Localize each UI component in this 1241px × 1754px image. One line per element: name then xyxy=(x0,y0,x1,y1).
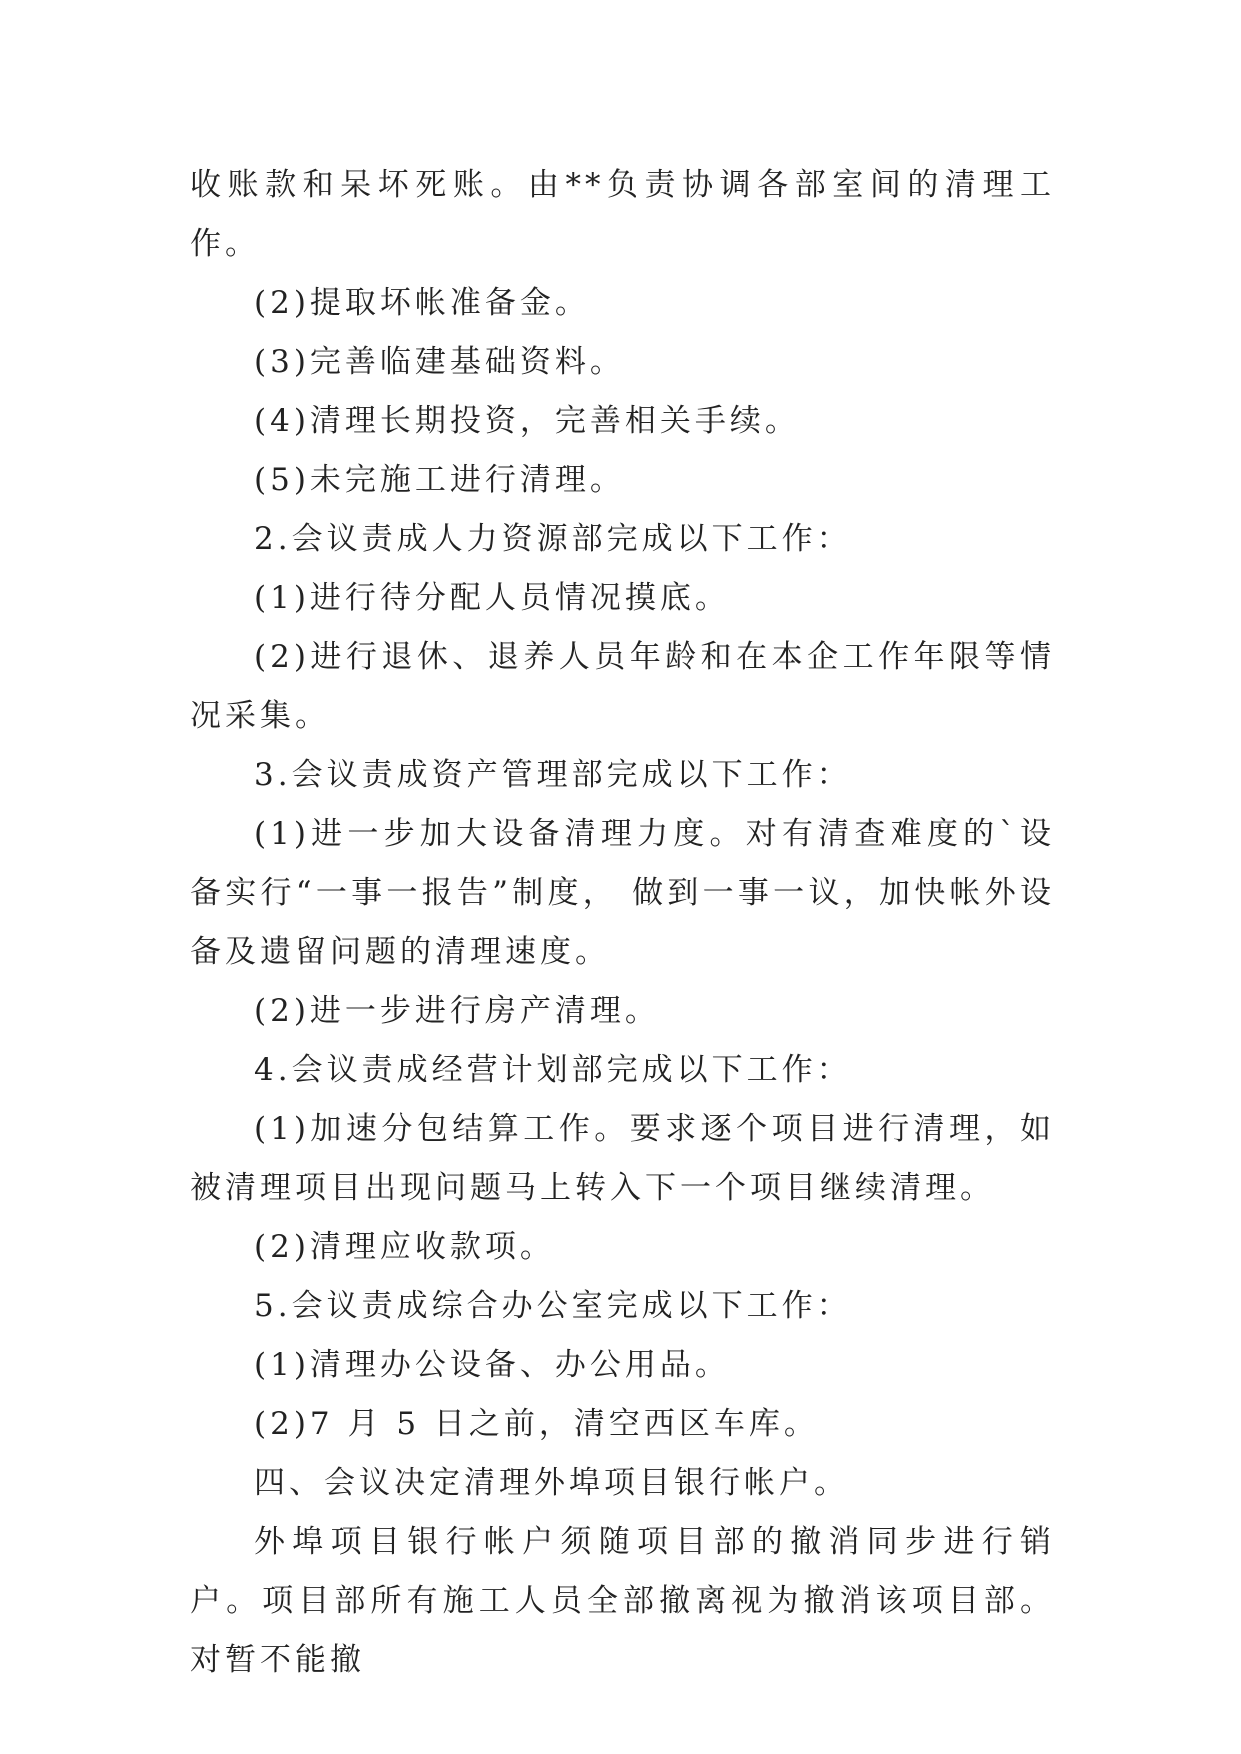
paragraph-14: (2)清理应收款项。 xyxy=(254,1229,555,1265)
paragraph-9: 3.会议责成资产管理部完成以下工作： xyxy=(254,757,852,793)
paragraph-7: (1)进行待分配人员情况摸底。 xyxy=(254,580,730,616)
paragraph-1: 收账款和呆坏死账。由**负责协调各部室间的清理工作。 xyxy=(190,167,1055,262)
paragraph-4: (4)清理长期投资，完善相关手续。 xyxy=(254,403,800,439)
paragraph-19: 外埠项目银行帐户须随项目部的撤消同步进行销户。项目部所有施工人员全部撤离视为撤消该项目部。对暂不能撤 xyxy=(190,1524,1055,1678)
paragraph-17: (2)7 月 5 日之前，清空西区车库。 xyxy=(254,1406,819,1442)
paragraph-3: (3)完善临建基础资料。 xyxy=(254,344,625,380)
paragraph-12: 4.会议责成经营计划部完成以下工作： xyxy=(254,1052,852,1088)
paragraph-8: (2)进行退休、退养人员年龄和在本企工作年限等情况采集。 xyxy=(190,639,1055,734)
paragraph-11: (2)进一步进行房产清理。 xyxy=(254,993,660,1029)
document-body xyxy=(190,156,1055,1690)
paragraph-16: (1)清理办公设备、办公用品。 xyxy=(254,1347,730,1383)
paragraph-18: 四、会议决定清理外埠项目银行帐户。 xyxy=(254,1465,849,1501)
paragraph-13: (1)加速分包结算工作。要求逐个项目进行清理，如被清理项目出现问题马上转入下一个项目继续清理。 xyxy=(190,1111,1055,1206)
paragraph-10: (1)进一步加大设备清理力度。对有清查难度的`设备实行“一事一报告”制度， 做到一事一议，加快帐外设备及遗留问题的清理速度。 xyxy=(190,816,1055,970)
paragraph-6: 2.会议责成人力资源部完成以下工作： xyxy=(254,521,852,557)
paragraph-5: (5)未完施工进行清理。 xyxy=(254,462,625,498)
paragraph-15: 5.会议责成综合办公室完成以下工作： xyxy=(254,1288,852,1324)
paragraph-2: (2)提取坏帐准备金。 xyxy=(254,285,590,321)
